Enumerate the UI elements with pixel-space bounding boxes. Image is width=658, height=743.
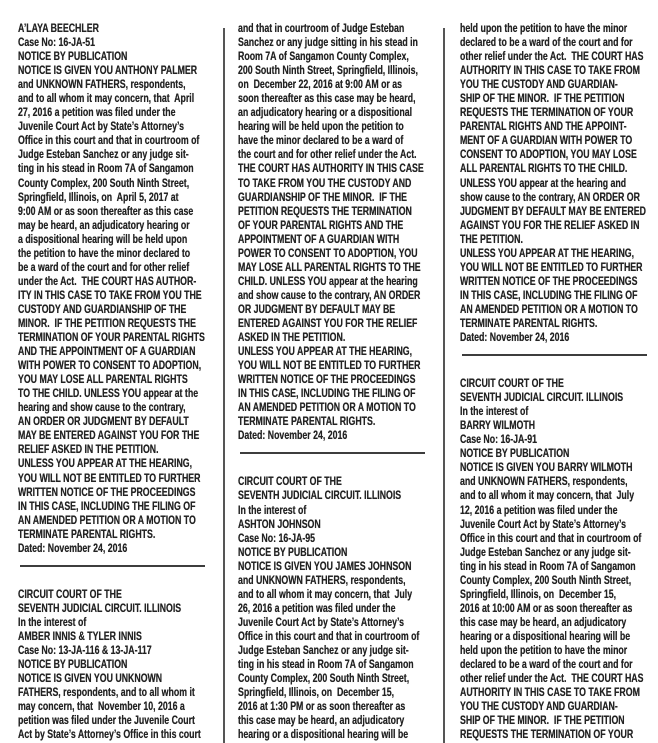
notice-line: Dated: November 24, 2016 — [18, 540, 128, 555]
notice-line: SEVENTH JUDICIAL CIRCUIT. ILLINOIS — [18, 600, 182, 615]
notice-line: TERMINATE PARENTAL RIGHTS. — [460, 315, 598, 330]
notice-line: TERMINATION OF YOUR PARENTAL RIGHTS — [18, 330, 205, 345]
notice-line: YOU WILL NOT BE ENTITLED TO FURTHER — [238, 358, 421, 373]
notice-line: YOU THE CUSTODY AND GUARDIAN- — [460, 699, 618, 714]
notice-section — [18, 587, 218, 742]
notice-line: Springfield, Illinois, on April 5, 2017 at — [18, 189, 179, 204]
notice-line: and to all whom it may concern, that July — [460, 488, 635, 503]
notice-line: Dated: November 24, 2016 — [238, 428, 348, 443]
notice-line: MINOR. IF THE PETITION REQUESTS THE — [18, 315, 196, 330]
notice-line: declared to be a ward of the court and for — [460, 35, 633, 50]
notice-line: 2016 at 1:30 PM or as soon thereafter as — [238, 699, 406, 714]
notice-line: the court and for other relief under the Act. — [238, 147, 417, 162]
notice-line: Juvenile Court Act by State’s Attorney’s — [238, 614, 404, 629]
notice-line: YOU WILL NOT BE ENTITLED TO FURTHER — [460, 259, 643, 274]
notice-line: and UNKNOWN FATHERS, respondents, — [460, 474, 628, 489]
notice-column — [238, 21, 438, 741]
notice-line: TO TAKE FROM YOU THE CUSTODY AND — [238, 175, 412, 190]
notice-line: TO THE CHILD. UNLESS YOU appear at the — [18, 386, 199, 401]
notice-line: County Complex, 200 South Ninth Street, — [460, 572, 632, 587]
notice-line: In the interest of — [460, 404, 529, 419]
notice-line: ASKED IN THE PETITION. — [238, 330, 346, 345]
notice-line: RELIEF ASKED IN THE PETITION. — [18, 442, 159, 457]
notice-line: In the interest of — [238, 502, 307, 517]
notice-line: other relief under the Act. THE COURT HAS — [460, 49, 644, 64]
notice-line: 2016 at 10:00 AM or as soon thereafter as — [460, 600, 633, 615]
column-divider — [443, 28, 445, 743]
notice-line: NOTICE BY PUBLICATION — [238, 544, 348, 559]
notice-line: SHIP OF THE MINOR. IF THE PETITION — [460, 91, 625, 106]
notice-line: GUARDIANSHIP OF THE MINOR. IF THE — [238, 189, 408, 204]
notice-line: WRITTEN NOTICE OF THE PROCEEDINGS — [18, 484, 196, 499]
notice-line: hearing or a dispositional hearing will be — [460, 628, 631, 643]
notice-line: show cause to the contrary, AN ORDER OR — [460, 189, 640, 204]
notice-line: Sanchez or any judge sitting in his stead in — [238, 35, 418, 50]
notice-line: held upon the petition to have the minor — [460, 21, 628, 35]
notice-line: NOTICE BY PUBLICATION — [460, 446, 570, 461]
notice-line: THE PETITION. — [460, 231, 523, 246]
notice-line: the petition to have the minor declared to — [18, 245, 191, 260]
notice-line: Juvenile Court Act by State’s Attorney’s — [460, 516, 626, 531]
notice-line: CIRCUIT COURT OF THE — [238, 474, 342, 489]
notice-line: NOTICE BY PUBLICATION — [18, 49, 128, 64]
notice-line: Office in this court and that in courtroom of — [460, 530, 642, 545]
notice-line: APPOINTMENT OF A GUARDIAN WITH — [238, 231, 400, 246]
notice-line: be a ward of the court and for other relief — [18, 259, 190, 274]
notice-section — [460, 21, 658, 344]
notice-line: hearing will be held upon the petition to — [238, 119, 404, 134]
notice-line: AUTHORITY IN THIS CASE TO TAKE FROM — [460, 63, 640, 78]
notice-line: OF YOUR PARENTAL RIGHTS AND THE — [238, 217, 404, 232]
notice-line: declared to be a ward of the court and for — [460, 657, 633, 672]
notice-line: Case No: 16-JA-91 — [460, 432, 538, 447]
notice-line: may be heard, an adjudicatory hearing or — [18, 217, 190, 232]
notice-line: County Complex, 200 South Ninth Street, — [238, 671, 410, 686]
notice-line: AN AMENDED PETITION OR A MOTION TO — [460, 301, 638, 316]
notice-line: PETITION REQUESTS THE TERMINATION — [238, 203, 412, 218]
notice-line: AGAINST YOU FOR THE RELIEF ASKED IN — [460, 217, 640, 232]
notice-line: and show cause to the contrary, AN ORDER — [238, 287, 421, 302]
notice-line: MAY LOSE ALL PARENTAL RIGHTS TO THE — [238, 259, 421, 274]
notice-line: UNLESS YOU APPEAR AT THE HEARING, — [460, 245, 635, 260]
notice-line: ENTERED AGAINST YOU FOR THE RELIEF — [238, 315, 418, 330]
notice-line: YOU WILL NOT BE ENTITLED TO FURTHER — [18, 470, 201, 485]
notice-line: hearing and show cause to the contrary, — [18, 400, 186, 415]
notice-line: NOTICE BY PUBLICATION — [18, 657, 128, 672]
notice-section — [238, 21, 438, 442]
notice-line: UNLESS YOU APPEAR AT THE HEARING, — [238, 344, 413, 359]
notice-line: A’LAYA BEECHLER — [18, 21, 99, 35]
notice-line: IN THIS CASE, INCLUDING THE FILING OF — [238, 386, 416, 401]
notice-line: FATHERS, respondents, and to all whom it — [18, 685, 195, 700]
notice-line: WRITTEN NOTICE OF THE PROCEEDINGS — [460, 273, 638, 288]
column-divider — [223, 28, 225, 743]
notice-line: CUSTODY AND GUARDIANSHIP OF THE — [18, 301, 187, 316]
notice-line: an adjudicatory hearing or a dispositional — [238, 105, 413, 120]
notice-line: REQUESTS THE TERMINATION OF YOUR — [460, 105, 634, 120]
notice-line: TERMINATE PARENTAL RIGHTS. — [238, 414, 376, 429]
notice-line: YOU THE CUSTODY AND GUARDIAN- — [460, 77, 618, 92]
notice-line: IN THIS CASE, INCLUDING THE FILING OF — [18, 498, 196, 513]
notice-line: 27, 2016 a petition was filed under the — [18, 105, 176, 120]
notice-line: NOTICE IS GIVEN YOU JAMES JOHNSON — [238, 558, 412, 573]
notice-section — [238, 474, 438, 741]
notice-line: and UNKNOWN FATHERS, respondents, — [18, 77, 186, 92]
notice-line: Judge Esteban Sanchez or any judge sit- — [18, 147, 189, 162]
notice-line: NOTICE IS GIVEN YOU UNKNOWN — [18, 671, 163, 686]
notice-line: AND THE APPOINTMENT OF A GUARDIAN — [18, 344, 196, 359]
notice-line: REQUESTS THE TERMINATION OF YOUR — [460, 727, 634, 742]
notice-line: hearing or a dispositional hearing will be — [238, 727, 409, 742]
notice-line: and to all whom it may concern, that April — [18, 91, 195, 106]
notice-line: County Complex, 200 South Ninth Street, — [18, 175, 190, 190]
notice-line: under the Act. THE COURT HAS AUTHOR- — [18, 273, 197, 288]
notice-line: may concern, that November 10, 2016 a — [18, 699, 185, 714]
notice-line: AUTHORITY IN THIS CASE TO TAKE FROM — [460, 685, 640, 700]
notice-section — [460, 376, 658, 741]
notice-line: AN ORDER OR JUDGMENT BY DEFAULT — [18, 414, 189, 429]
notice-line: OR JUDGMENT BY DEFAULT MAY BE — [238, 301, 396, 316]
notice-line: ting in his stead in Room 7A of Sangamon — [460, 558, 636, 573]
section-divider — [462, 354, 647, 356]
notice-line: UNLESS YOU appear at the hearing and — [460, 175, 627, 190]
notice-line: ASHTON JOHNSON — [238, 516, 321, 531]
notice-line: YOU MAY LOSE ALL PARENTAL RIGHTS — [18, 372, 188, 387]
notice-line: 200 South Ninth Street, Springfield, Illinois, — [238, 63, 418, 78]
notice-column — [460, 21, 658, 741]
notice-line: Case No: 16-JA-95 — [238, 530, 316, 545]
notice-line: Springfield, Illinois, on December 15, — [460, 586, 617, 601]
notice-line: Act by State’s Attorney’s Office in this court — [18, 727, 201, 742]
notice-line: JUDGMENT BY DEFAULT MAY BE ENTERED — [460, 203, 646, 218]
notice-line: Case No: 16-JA-51 — [18, 35, 96, 50]
notice-line: MAY BE ENTERED AGAINST YOU FOR THE — [18, 428, 200, 443]
notice-line: UNLESS YOU APPEAR AT THE HEARING, — [18, 456, 193, 471]
notice-line: CHILD. UNLESS YOU appear at the hearing — [238, 273, 418, 288]
notice-line: and that in courtroom of Judge Esteban — [238, 21, 405, 35]
notice-line: NOTICE IS GIVEN YOU ANTHONY PALMER — [18, 63, 198, 78]
notice-line: 9:00 AM or as soon thereafter as this case — [18, 203, 194, 218]
notice-line: Office in this court and that in courtroom of — [18, 133, 200, 148]
notice-line: soon thereafter as this case may be heard, — [238, 91, 416, 106]
notice-line: SHIP OF THE MINOR. IF THE PETITION — [460, 713, 625, 728]
notice-line: SEVENTH JUDICIAL CIRCUIT. ILLINOIS — [460, 390, 624, 405]
notice-line: NOTICE IS GIVEN YOU BARRY WILMOTH — [460, 460, 633, 475]
notice-line: AMBER INNIS & TYLER INNIS — [18, 628, 142, 643]
notice-line: CIRCUIT COURT OF THE — [460, 376, 564, 391]
notice-line: 12, 2016 a petition was filed under the — [460, 502, 618, 517]
notice-line: AN AMENDED PETITION OR A MOTION TO — [238, 400, 416, 415]
notice-line: TERMINATE PARENTAL RIGHTS. — [18, 526, 156, 541]
notice-line: other relief under the Act. THE COURT HAS — [460, 671, 644, 686]
notice-line: CIRCUIT COURT OF THE — [18, 586, 122, 601]
notice-line: Juvenile Court Act by State’s Attorney’s — [18, 119, 184, 134]
notice-line: ALL PARENTAL RIGHTS TO THE CHILD. — [460, 161, 628, 176]
notice-line: and to all whom it may concern, that July — [238, 586, 413, 601]
notice-line: have the minor declared to be a ward of — [238, 133, 404, 148]
notice-line: AN AMENDED PETITION OR A MOTION TO — [18, 512, 196, 527]
notice-line: this case may be heard, an adjudicatory — [238, 713, 405, 728]
notice-line: 26, 2016 a petition was filed under the — [238, 600, 396, 615]
notice-line: Judge Esteban Sanchez or any judge sit- — [238, 642, 409, 657]
notice-line: POWER TO CONSENT TO ADOPTION, YOU — [238, 245, 418, 260]
notice-line: this case may be heard, an adjudicatory — [460, 614, 627, 629]
notice-line: PARENTAL RIGHTS AND THE APPOINT- — [460, 119, 627, 134]
notice-line: ting in his stead in Room 7A of Sangamon — [238, 657, 414, 672]
notice-line: BARRY WILMOTH — [460, 418, 536, 433]
notice-line: WITH POWER TO CONSENT TO ADOPTION, — [18, 358, 202, 373]
notice-line: held upon the petition to have the minor — [460, 642, 628, 657]
notice-line: ITY IN THIS CASE TO TAKE FROM YOU THE — [18, 287, 202, 302]
notice-line: WRITTEN NOTICE OF THE PROCEEDINGS — [238, 372, 416, 387]
notice-line: a dispositional hearing will be held upon — [18, 231, 188, 246]
notice-line: Room 7A of Sangamon County Complex, — [238, 49, 409, 64]
section-divider — [20, 565, 205, 567]
notice-line: Springfield, Illinois, on December 15, — [238, 685, 395, 700]
notice-line: SEVENTH JUDICIAL CIRCUIT. ILLINOIS — [238, 488, 402, 503]
notice-section — [18, 21, 218, 555]
notice-line: CONSENT TO ADOPTION, YOU MAY LOSE — [460, 147, 637, 162]
notice-line: In the interest of — [18, 614, 87, 629]
notice-line: ting in his stead in Room 7A of Sangamon — [18, 161, 194, 176]
notice-line: petition was filed under the Juvenile Court — [18, 713, 195, 728]
notice-line: Office in this court and that in courtroom of — [238, 628, 420, 643]
section-divider — [240, 452, 425, 454]
notice-column — [18, 21, 218, 741]
notice-line: Dated: November 24, 2016 — [460, 330, 570, 345]
notice-line: and UNKNOWN FATHERS, respondents, — [238, 572, 406, 587]
notice-line: Judge Esteban Sanchez or any judge sit- — [460, 544, 631, 559]
notice-line: on December 22, 2016 at 9:00 AM or as — [238, 77, 403, 92]
notice-line: MENT OF A GUARDIAN WITH POWER TO — [460, 133, 633, 148]
notice-line: IN THIS CASE, INCLUDING THE FILING OF — [460, 287, 638, 302]
notice-line: Case No: 13-JA-116 & 13-JA-117 — [18, 642, 152, 657]
notice-line: THE COURT HAS AUTHORITY IN THIS CASE — [238, 161, 424, 176]
